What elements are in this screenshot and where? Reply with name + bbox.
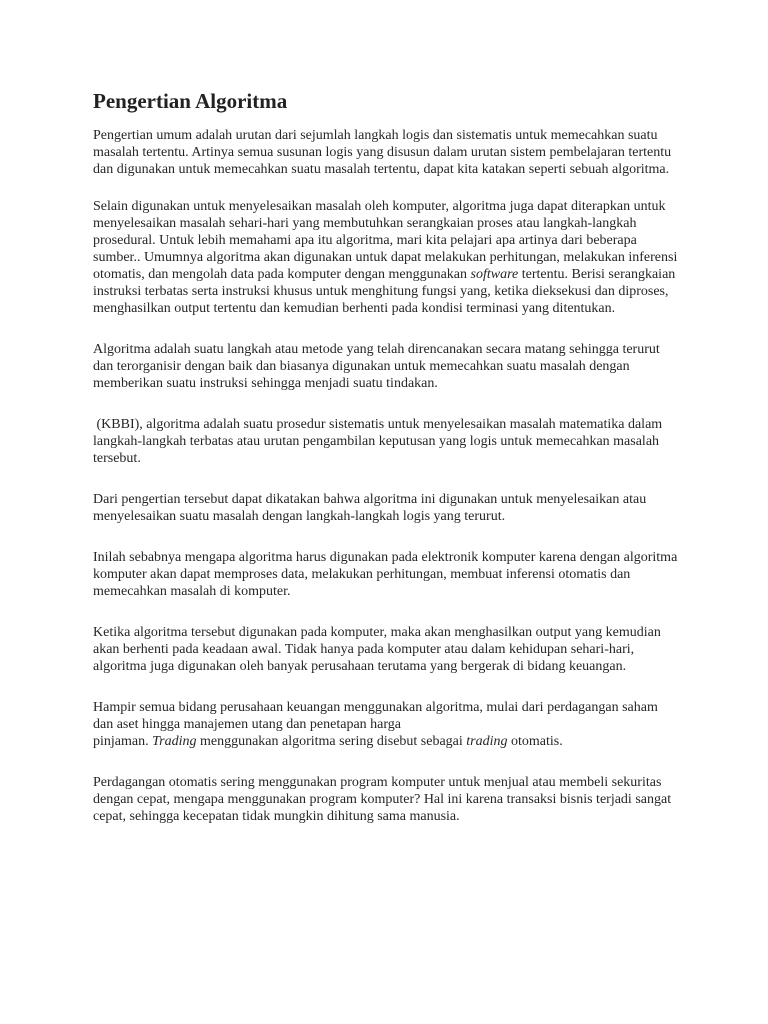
paragraph-2-text-a: Selain digunakan untuk menyelesaikan masalah oleh komputer, algoritma juga dapat diterapkan untuk menyelesaikan masalah sehari-hari yang membutuhkan serangkaian proses atau langkah-langkah prosedural. Untuk lebih memahami apa itu algoritma, mari kita pelajari apa artinya dari beberapa sumber.. Umumnya algoritma akan digunakan untuk dapat melakukan perhitungan, melakukan inferensi otomatis, dan mengolah data pada komputer dengan menggunakan <box>93 199 678 282</box>
paragraph-2-text-b: tertentu. Berisi serangkaian instruksi terbatas serta instruksi khusus untuk menghitung fungsi yang, ketika dieksekusi dan diproses, menghasilkan output tertentu dan kemudian berhenti pada kondisi terminasi yang ditentukan. <box>93 267 676 316</box>
paragraph-8-text-b: pinjaman. <box>93 734 153 749</box>
paragraph-2 <box>93 198 678 317</box>
paragraph-8-text-d: otomatis. <box>507 734 563 749</box>
paragraph-1: Pengertian umum adalah urutan dari sejumlah langkah logis dan sistematis untuk memecahkan suatu masalah tertentu. Artinya semua susunan logis yang disusun dalam urutan sistem pembelajaran tertentu dan digunakan untuk memecahkan suatu masalah tertentu, dapat kita katakan seperti sebuah algoritma. <box>93 128 672 177</box>
paragraph-4: (KBBI), algoritma adalah suatu prosedur sistematis untuk menyelesaikan masalah matematika dalam langkah-langkah terbatas atau urutan pengambilan keputusan yang logis untuk memecahkan masalah tersebut. <box>93 417 666 466</box>
paragraph-3: Algoritma adalah suatu langkah atau metode yang telah direncanakan secara matang sehingga terurut dan terorganisir dengan baik dan biasanya digunakan untuk memecahkan suatu masalah dengan memberikan suatu instruksi sehingga menjadi suatu tindakan. <box>93 342 660 391</box>
paragraph-8-text-c: menggunakan algoritma sering disebut sebagai <box>196 734 467 749</box>
paragraph-6: Inilah sebabnya mengapa algoritma harus digunakan pada elektronik komputer karena dengan algoritma komputer akan dapat memproses data, melakukan perhitungan, membuat inferensi otomatis dan memecahkan masalah di komputer. <box>93 550 678 599</box>
paragraph-9: Perdagangan otomatis sering menggunakan program komputer untuk menjual atau membeli sekuritas dengan cepat, mengapa menggunakan program komputer? Hal ini karena transaksi bisnis terjadi sangat cepat, sehingga kecepatan tidak mungkin dihitung sama manusia. <box>93 775 672 824</box>
paragraph-8-text-a: Hampir semua bidang perusahaan keuangan menggunakan algoritma, mulai dari perdagangan saham dan aset hingga manajemen utang dan penetapan harga <box>93 700 658 732</box>
paragraph-8 <box>93 699 678 750</box>
paragraph-8-trading-term-2: trading <box>466 734 508 749</box>
paragraph-2-software-term: software <box>470 267 519 282</box>
paragraph-7: Ketika algoritma tersebut digunakan pada komputer, maka akan menghasilkan output yang kemudian akan berhenti pada keadaan awal. Tidak hanya pada komputer atau dalam kehidupan sehari-hari, algoritma juga digunakan oleh banyak perusahaan terutama yang bergerak di bidang keuangan. <box>93 625 661 674</box>
document-content <box>93 88 678 845</box>
page-title: Pengertian Algoritma <box>93 89 288 113</box>
paragraph-8-trading-term: Trading <box>152 734 197 749</box>
paragraph-5: Dari pengertian tersebut dapat dikatakan bahwa algoritma ini digunakan untuk menyelesaikan atau menyelesaikan suatu masalah dengan langkah-langkah logis yang terurut. <box>93 492 647 524</box>
